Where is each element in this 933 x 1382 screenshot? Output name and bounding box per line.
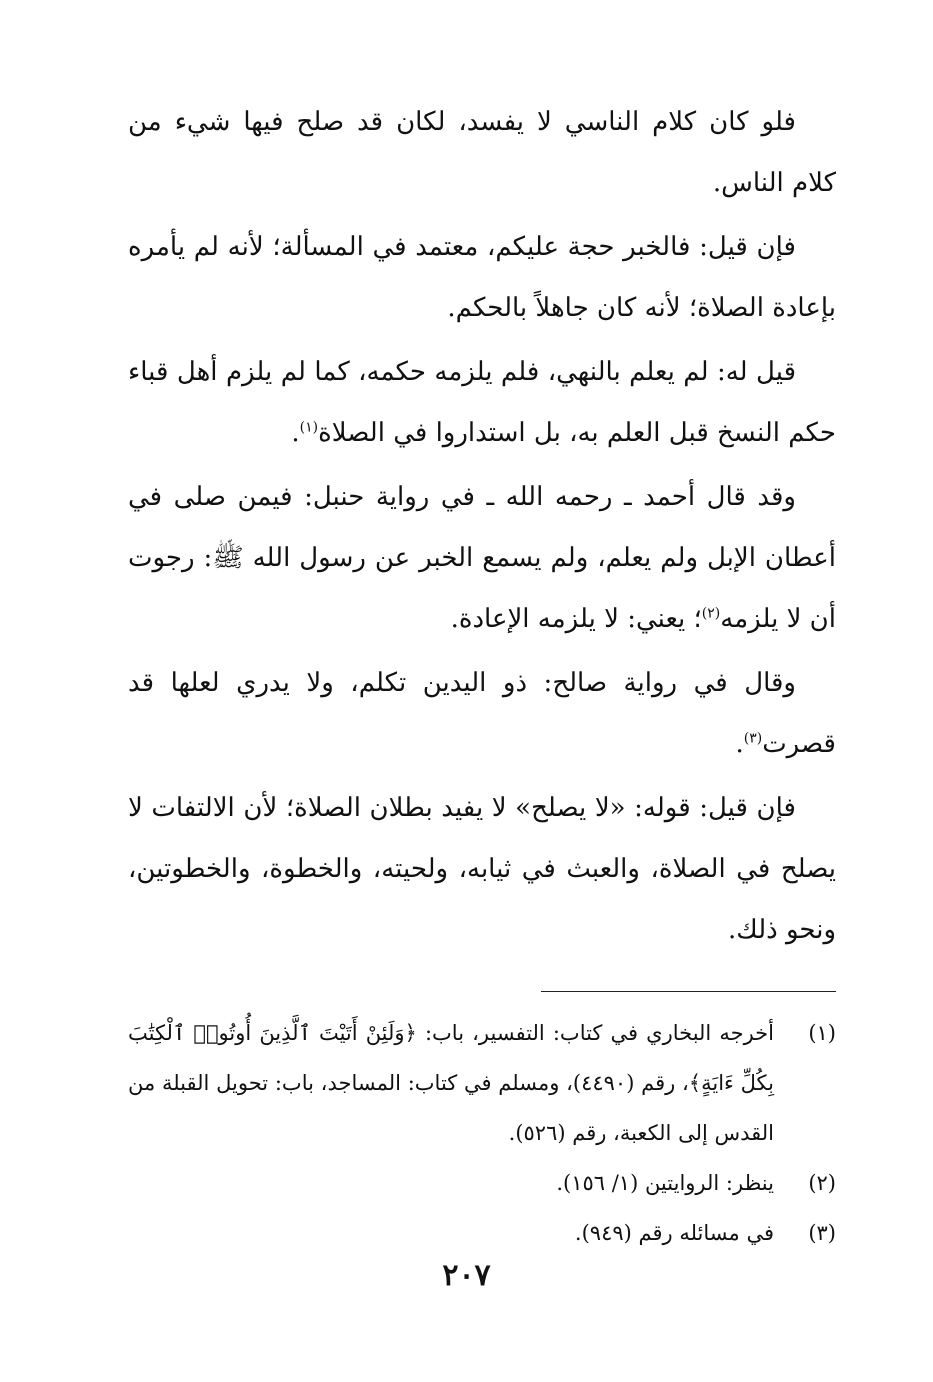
paragraph [128, 467, 836, 650]
paragraph-text: وقد قال أحمد ـ رحمه الله ـ في رواية حنبل: فيمن صلى في أعطان الإبل ولم يعلم، ولم يسمع الخبر عن رسول الله ﷺ: رجوت أن لا يلزمه [128, 482, 836, 634]
footnotes [128, 1008, 836, 1258]
paragraph [128, 92, 836, 214]
footnote-divider [541, 991, 836, 992]
paragraph-text-tail: . [735, 729, 744, 759]
footnote-ref[interactable]: (٢) [701, 605, 721, 622]
footnote-text: أخرجه البخاري في كتاب: التفسير، باب: ﴿وَلَئِنْ أَتَيْتَ ٱلَّذِينَ أُوتُوا۟ ٱلْكِتَٰبَ بِكُلِّ ءَايَةٍ﴾، رقم (٤٤٩٠)، ومسلم في كتاب: المساجد، باب: تحويل القبلة من القدس إلى الكعبة، رقم (٥٢٦). [128, 1021, 774, 1145]
paragraph-text: فلو كان كلام الناسي لا يفسد، لكان قد صلح فيها شيء من كلام الناس. [128, 107, 836, 198]
page-body [128, 92, 836, 1258]
paragraph [128, 778, 836, 961]
paragraph [128, 342, 836, 464]
footnote-item [128, 1008, 836, 1158]
footnote-item [128, 1208, 836, 1258]
footnote-ref[interactable]: (٣) [743, 730, 763, 747]
paragraph [128, 217, 836, 339]
footnote-number: (٣) [808, 1221, 836, 1245]
main-text [128, 92, 836, 961]
paragraph-text-tail: . [291, 418, 300, 448]
footnote-number: (٢) [808, 1171, 836, 1195]
footnote-text: في مسائله رقم (٩٤٩). [574, 1221, 774, 1245]
paragraph-text: فإن قيل: فالخبر حجة عليكم، معتمد في المسألة؛ لأنه لم يأمره بإعادة الصلاة؛ لأنه كان جاهلاً بالحكم. [128, 232, 836, 323]
footnote-item [128, 1158, 836, 1208]
paragraph [128, 653, 836, 775]
paragraph-text: وقال في رواية صالح: ذو اليدين تكلم، ولا يدري لعلها قد قصرت [128, 668, 836, 759]
footnote-text: ينظر: الروايتين (١/ ١٥٦). [556, 1171, 774, 1195]
footnote-ref[interactable]: (١) [299, 419, 319, 436]
footnote-number: (١) [808, 1021, 836, 1045]
paragraph-text: قيل له: لم يعلم بالنهي، فلم يلزمه حكمه، كما لم يلزم أهل قباء حكم النسخ قبل العلم به، بل استداروا في الصلاة [128, 357, 836, 448]
paragraph-text-tail: ؛ يعني: لا يلزمه الإعادة. [450, 604, 702, 634]
page-number: ٢٠٧ [442, 1258, 491, 1293]
paragraph-text: فإن قيل: قوله: «لا يصلح» لا يفيد بطلان الصلاة؛ لأن الالتفات لا يصلح في الصلاة، والعبث في ثيابه، ولحيته، والخطوة، والخطوتين، ونحو ذلك. [128, 793, 836, 945]
